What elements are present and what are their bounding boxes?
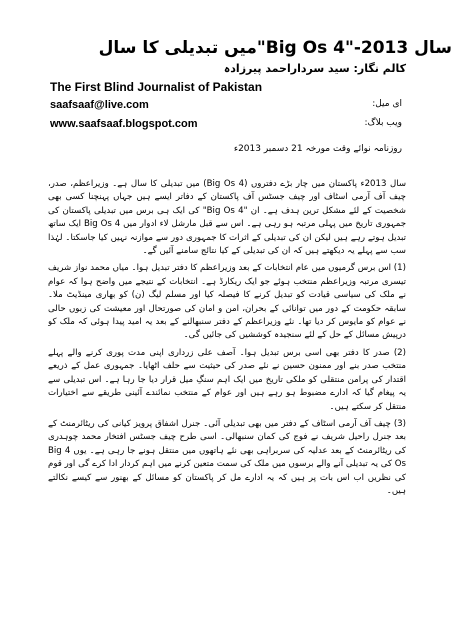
blog-label: ویب بلاگ: [364,118,402,128]
body-paragraph-2: (2) صدر کا دفتر بھی اسی برس تبدیل ہوا۔ آصف علی زرداری اپنی مدت پوری کرنے والے پہلے منتخب صدر بنے اور ممنون حسین نے نئے صدر کی حیثیت سے حلف اٹھایا۔ جمہوری عمل کے ذریعے اقتدار کی پرامن منتقلی کو ملکی تاریخ میں ایک اہم سنگِ میل قرار دیا جا رہا ہے۔ اس تبدیلی سے یہ پیغام گیا کہ ادارے مضبوط ہو رہے ہیں اور عوام کے منتخب نمائندے آئینی طریقے سے اختیارات منتقل کر سکتے ہیں۔ [48,347,406,412]
blog-row [50,118,402,132]
body-paragraph-3: (3) چیف آف آرمی اسٹاف کے دفتر میں بھی تبدیلی آئی۔ جنرل اشفاق پرویز کیانی کی ریٹائرمنٹ کے بعد جنرل راحیل شریف نے فوج کی کمان سنبھالی۔ اسی طرح چیف جسٹس افتخار محمد چوہدری کی ریٹائرمنٹ کے بعد عدلیہ کی سربراہی بھی نئے ہاتھوں میں منتقل ہونے جا رہی ہے۔ یوں 4 Big Os کی یہ تبدیلی آنے والے برسوں میں ملک کی سمت متعین کرنے میں اہم کردار ادا کرے گی اور قوم کی نظریں اب اس بات پر ہیں کہ یہ ادارے مل کر پاکستان کو مسائل کے بھنور سے کیسے نکالتے ہیں۔ [48,418,406,496]
author-tagline: The First Blind Journalist of Pakistan [50,80,263,94]
blog-url: www.saafsaaf.blogspot.com [50,118,198,130]
body-paragraph-1: (1) اس برس گرمیوں میں عام انتخابات کے بعد وزیراعظم کا دفتر تبدیل ہوا۔ میاں محمد نواز شریف تیسری مرتبہ وزیراعظم منتخب ہوئے جو ایک ریکارڈ ہے۔ انتخابات کے نتیجے میں واضح ہوا کہ عوام نے ملک کی سیاسی قیادت کو تبدیل کرنے کا فیصلہ کیا اور مسلم لیگ (ن) کو بھاری مینڈیٹ ملا۔ سابقہ حکومت کے دور میں توانائی کے بحران، امن و امان کی صورتحال اور معیشت کی زبوں حالی نے عوام کو مایوس کر دیا تھا۔ نئے وزیراعظم کے دفتر سنبھالنے کے بعد یہ امید پیدا ہوئی کہ ملک کو درپیش مسائل کے حل کے لئے سنجیدہ کوششیں کی جائیں گی۔ [48,263,406,341]
email-row [50,99,402,113]
column-body [48,178,406,628]
column-title: سال 2013-"4 Big Os"میں تبدیلی کا سال [98,38,452,58]
author-line: کالم نگار: سید سرداراحمد پیرزادہ [223,62,406,75]
email-address: saafsaaf@live.com [50,99,149,111]
intro-paragraph: سال 2013ء پاکستان میں چار بڑے دفتروں (4 Big Os) میں تبدیلی کا سال ہے۔ وزیراعظم، صدر، چیف آف آرمی اسٹاف اور چیف جسٹس آف پاکستان کے دفاتر ایسے ہیں جہاں پہنچنا کسی بھی شخصیت کے لئے مشکل ترین ہدف ہے۔ ان "4 Big Os" کی ایک ہی برس میں تبدیلی پاکستان کی جمہوری تاریخ میں پہلی مرتبہ ہو رہی ہے۔ اس سے قبل مارشل لاء ادوار میں 4 Big Os ایک ساتھ تبدیل ہوتے رہے ہیں لیکن ان کی تبدیلی کے اثرات کا جمہوری دور سے موازنہ نہیں کیا جاسکتا۔ لہٰذا سب سے پہلے یہ دیکھتے ہیں کہ ان کی تبدیلی کے کیا نتائج سامنے آئیں گے۔ [48,179,406,257]
email-label: ای میل: [372,99,402,109]
publication-dateline: روزنامہ نوائے وقت مورخہ 21 دسمبر 2013ء [233,144,402,154]
